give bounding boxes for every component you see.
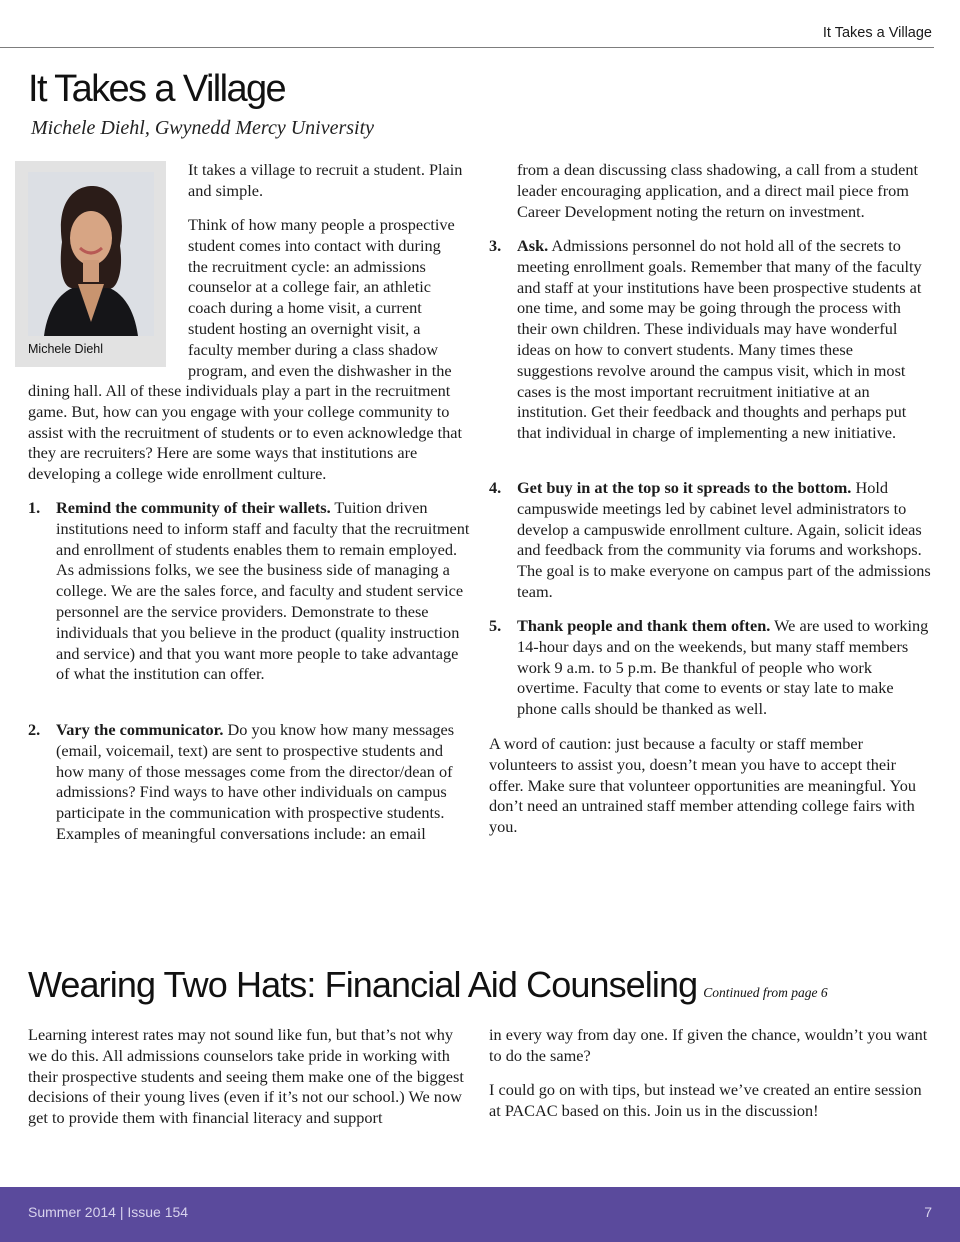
section-title-text: Wearing Two Hats: Financial Aid Counseling [28,964,698,1005]
list-number: 4. [489,478,502,497]
list-item-title: Get buy in at the top so it spreads to the bottom. [517,478,852,497]
list-number: 3. [489,236,502,255]
footer-bar [0,1187,960,1242]
caution-paragraph [489,734,933,838]
list-item [489,236,933,444]
list-number: 5. [489,616,502,635]
list-item [28,498,472,685]
issue-label: Summer 2014 | Issue 154 [28,1204,189,1220]
list-item-text: We are used to working 14-hour days and on the weekends, but many staff members work 9 a.m. to 5 p.m. Be thankful of people who work overtime. Faculty that come to events or stay late to make phone calls should be thanked as well. [517,616,929,719]
byline: Michele Diehl, Gwynedd Mercy University [31,117,375,139]
list-item-continued-text: from a dean discussing class shadowing, a call from a student leader encouraging application, and a direct mail piece from Career Development noting the return on investment. [517,160,919,221]
list-item [489,616,933,720]
article-title: It Takes a Village [28,68,286,110]
running-head: It Takes a Village [822,25,932,41]
page-number: 7 [924,1204,932,1220]
header-rule [0,47,934,48]
intro-paragraph-2a [188,215,464,381]
section2-text-1: Learning interest rates may not sound like fun, but that’s not why we do this. All admissions counselors take pride in working with their prospective students and seeing them make one of the biggest decisions of their young lives (even if it’s not our school.) We now get to provide them with financial literacy and support [28,1025,464,1128]
section-title [28,964,828,1006]
section2-text-2: I could go on with tips, but instead we’ve created an entire session at PACAC based on this. Join us in the discussion! [489,1080,922,1120]
section2-paragraph-1-continued [489,1025,933,1067]
list-item-title: Vary the communicator. [56,720,224,739]
section2-text-1-continued: in every way from day one. If given the chance, wouldn’t you want to do the same? [489,1025,928,1065]
intro-paragraph-1 [188,160,468,202]
list-item-text: Do you know how many messages (email, voicemail, text) are sent to prospective students and how many of those messages come from the director/dean of admissions? Find ways to have other individuals on campus participate in the communication with prospective students. Examples of meaningful conversations include: an email [56,720,455,843]
list-item [489,478,933,603]
list-item-text: Admissions personnel do not hold all of the secrets to meeting enrollment goals. Remember that many of the faculty and staff at your institutions have been prospective students at one time, and some may be going through the process with their own children. These individuals may have wonderful ideas on how to convert students. Many times these suggestions revolve around the campus visit, which in most cases is the most important recruitment initiative at an institution. Get their feedback and thoughts and perhaps put that individual in charge of implementing a new initiative. [517,236,922,443]
list-item [28,720,472,845]
intro-text-2a: Think of how many people a prospective student comes into contact with during the recruitment cycle: an admissions counselor at a college fair, an athletic coach during a home visit, a current student hosting an overnight visit, a faculty member during a class shadow program, and even the dishwasher in the [188,215,455,380]
author-photo [28,172,154,336]
list-item-text: Tuition driven institutions need to inform staff and faculty that the recruitment and enrollment of students enables them to remain employed. As admissions folks, we see the business side of managing a college. We are the sales force, and faculty and student service personnel are the service providers. Demonstrate to these individuals that you believe in the product (quality instruction and service) and that you want more people to take advantage of what the institution can offer. [56,498,470,684]
caution-text: A word of caution: just because a faculty or staff member volunteers to assist you, doesn’t mean you have to accept their offer. Make sure that volunteer opportunities are meaningful. You don’t need an untrained staff member attending college fairs with you. [489,734,916,837]
list-item-title: Remind the community of their wallets. [56,498,331,517]
continued-note: Continued from page 6 [703,985,828,1000]
section2-paragraph-2 [489,1080,933,1122]
section2-paragraph-1 [28,1025,472,1129]
list-item-text: Hold campuswide meetings led by cabinet level administrators to develop a campuswide enrollment culture. Again, solicit ideas and feedback from the community via forums and workshops. The goal is to make everyone on campus part of the admissions team. [517,478,931,601]
list-item-title: Ask. [517,236,549,255]
photo-caption: Michele Diehl [28,342,104,356]
intro-text-1: It takes a village to recruit a student. Plain and simple. [188,160,463,200]
list-item-continued [517,160,935,222]
list-number: 1. [28,498,41,517]
list-item-title: Thank people and thank them often. [517,616,771,635]
author-photo-box [15,161,166,367]
intro-text-2b: dining hall. All of these individuals play a part in the recruitment game. But, how can you engage with your college community to assist with the recruitment of students or to even acknowledge that they are recruiters? Here are some ways that institutions are developing a college wide enrollment culture. [28,381,463,484]
list-number: 2. [28,720,41,739]
intro-paragraph-2b [28,381,472,485]
